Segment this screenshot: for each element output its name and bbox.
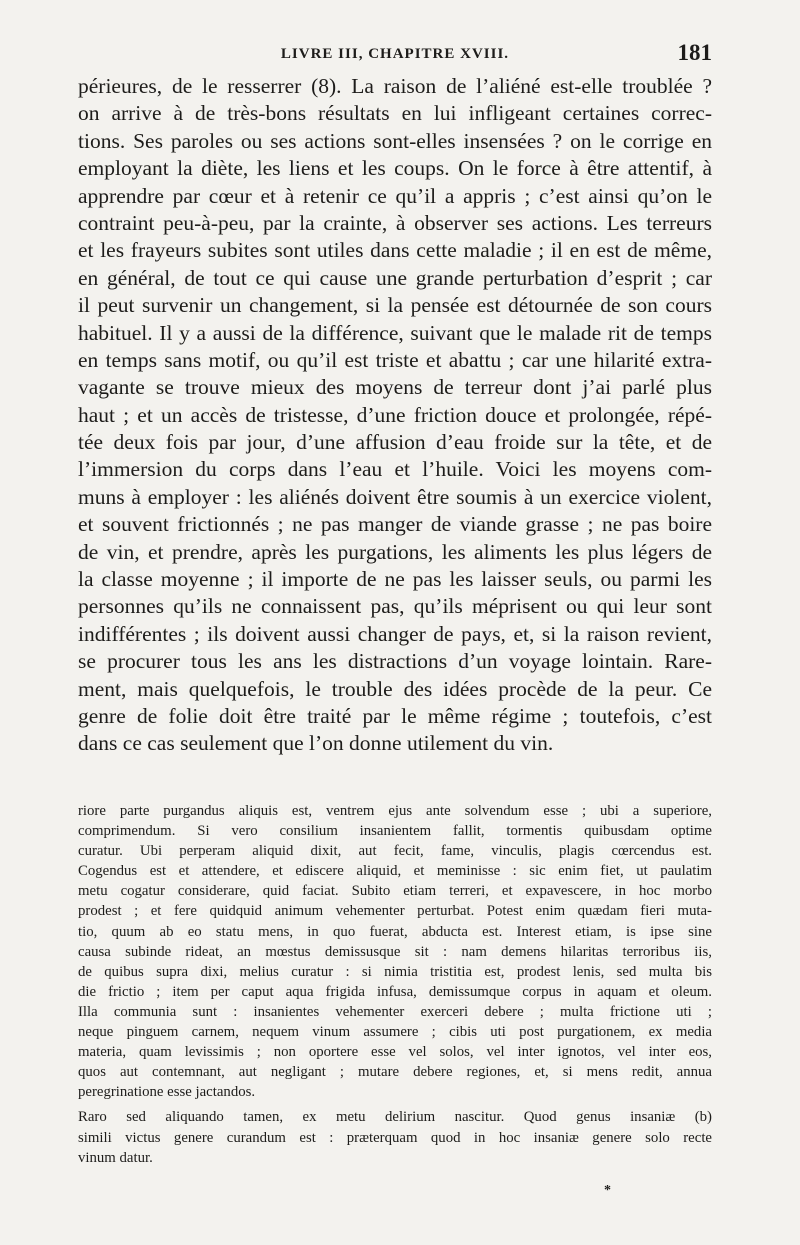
latin-line: Illa communia sunt : insanientes vehementer exerceri debere ; multa frictione uti ; bbox=[78, 1003, 712, 1020]
main-text-line: haut ; et un accès de tristesse, d’une friction douce et prolongée, répé- bbox=[78, 402, 712, 427]
main-text-line: en général, de tout ce qui cause une grande perturbation d’esprit ; car bbox=[78, 265, 712, 290]
main-text-line: en temps sans motif, ou qu’il est triste et abattu ; car une hilarité extra- bbox=[78, 347, 712, 372]
main-text-line: vagante se trouve mieux des moyens de terreur dont j’ai parlé plus bbox=[78, 375, 712, 400]
main-text-line: genre de folie doit être traité par le même régime ; toutefois, c’est bbox=[78, 703, 712, 728]
main-text-line: employant la diète, les liens et les coups. On le force à être attentif, à bbox=[78, 156, 712, 181]
latin-line: materia, quam levissimis ; non oportere esse vel solos, vel inter ignotos, vel inter eos, bbox=[78, 1044, 712, 1061]
latin-line: tio, quum ab eo statu mens, in quo fuerat, abducta est. Interest etiam, is ipse sine bbox=[78, 923, 712, 940]
running-title: LIVRE III, CHAPITRE XVIII. bbox=[280, 46, 510, 62]
main-text-line: il peut survenir un changement, si la pensée est détournée de son cours bbox=[78, 293, 712, 318]
latin-line: Raro sed aliquando tamen, ex metu delirium nascitur. Quod genus insaniæ (b) bbox=[78, 1109, 712, 1126]
main-text-line: personnes qu’ils ne connaissent pas, qu’ils méprisent ou qui leur sont bbox=[78, 594, 712, 619]
latin-line: Cogendus est et attendere, et ediscere aliquid, et meminisse : sic enim fiet, ut paulatim bbox=[78, 863, 712, 880]
main-text-line: apprendre par cœur et à retenir ce qu’il a appris ; c’est ainsi qu’on le bbox=[78, 183, 712, 208]
main-text-line: se procurer tous les ans les distractions d’un voyage lointain. Rare- bbox=[78, 649, 712, 674]
main-text-line: la classe moyenne ; il importe de ne pas les laisser seuls, ou parmi les bbox=[78, 567, 712, 592]
latin-line: die frictio ; item per caput aqua frigida infusa, demissumque corpus in aquam et oleum. bbox=[78, 983, 712, 1000]
latin-line: quos aut contemnant, aut negligant ; mutare debere regiones, et, si mens redit, annua bbox=[78, 1064, 712, 1081]
main-text-line: contraint peu-à-peu, par la crainte, à observer ses actions. Les terreurs bbox=[78, 210, 712, 235]
latin-paragraph-1 bbox=[78, 801, 712, 1102]
latin-paragraph-2 bbox=[78, 1107, 712, 1167]
latin-line: simili victus genere curandum est : præterquam quod in hoc insaniæ genere solo recte bbox=[78, 1129, 712, 1146]
latin-line: neque pinguem carnem, nequem vinum assumere ; cibis uti post purgationem, ex media bbox=[78, 1024, 712, 1041]
main-text-line: muns à employer : les aliénés doivent être soumis à un exercice violent, bbox=[78, 484, 712, 509]
running-head bbox=[78, 40, 712, 70]
latin-line: prodest ; et fere quidquid animum vehementer perturbat. Potest enim quædam fieri muta- bbox=[78, 903, 712, 920]
main-text-line: l’immersion du corps dans l’eau et l’huile. Voici les moyens com- bbox=[78, 457, 712, 482]
main-text-line: tée deux fois par jour, d’une affusion d’eau froide sur la tête, et de bbox=[78, 430, 712, 455]
latin-line: de quibus supra dixi, melius curatur : si nimia tristitia est, prodest lenis, sed multa bis bbox=[78, 963, 712, 980]
main-text-line: habituel. Il y a aussi de la différence, suivant que le malade rit de temps bbox=[78, 320, 712, 345]
page-number: 181 bbox=[677, 40, 712, 65]
main-text-line: indifférentes ; ils doivent aussi changer de pays, et, si la raison revient, bbox=[78, 621, 712, 646]
latin-line: riore parte purgandus aliquis est, ventrem ejus ante solvendum esse ; ubi a superiore, bbox=[78, 803, 712, 819]
latin-line: metu cogatur considerare, quid faciat. Subito etiam terreri, et expavescere, in hoc morbo bbox=[78, 883, 712, 900]
signature-mark: * bbox=[604, 1183, 611, 1198]
main-text-line: périeures, de le resserrer (8). La raison de l’aliéné est-elle troublée ? bbox=[78, 74, 712, 98]
latin-line: peregrinatione esse jactandos. bbox=[78, 1084, 256, 1101]
latin-notes bbox=[78, 801, 712, 1168]
main-text-line: ment, mais quelquefois, le trouble des idées procède de la peur. Ce bbox=[78, 676, 712, 701]
latin-line: vinum datur. bbox=[78, 1149, 153, 1166]
main-text-line: de vin, et prendre, après les purgations, les aliments les plus légers de bbox=[78, 539, 712, 564]
main-text-line: on arrive à de très-bons résultats en lui infligeant certaines correc- bbox=[78, 101, 712, 126]
latin-line: comprimendum. Si vero consilium insanientem fallit, tormentis quibusdam optime bbox=[78, 823, 712, 840]
main-text-line: et souvent frictionnés ; ne pas manger de viande grasse ; ne pas boire bbox=[78, 512, 712, 537]
latin-line: causa subinde rideat, an mœstus demissusque sit : nam demens hilaritas terroribus iis, bbox=[78, 943, 712, 960]
main-text-line: et les frayeurs subites sont utiles dans cette maladie ; il en est de même, bbox=[78, 238, 712, 263]
latin-line: curatur. Ubi perperam aliquid dixit, aut fecit, fame, vinculis, plagis cœrcendus est. bbox=[78, 843, 712, 860]
main-text bbox=[78, 73, 712, 758]
main-text-line: tions. Ses paroles ou ses actions sont-elles insensées ? on le corrige en bbox=[78, 128, 712, 153]
main-text-line: dans ce cas seulement que l’on donne utilement du vin. bbox=[78, 731, 554, 756]
